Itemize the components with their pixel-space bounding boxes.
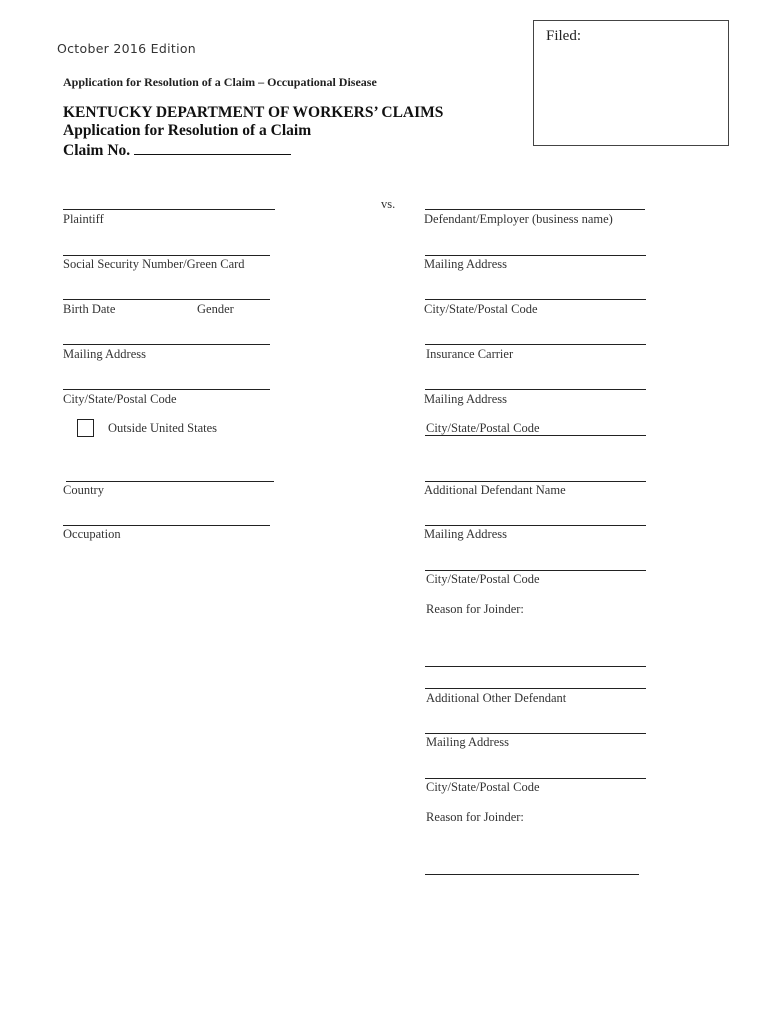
additional-other-defendant-field[interactable] bbox=[425, 688, 646, 689]
edition-date: October 2016 Edition bbox=[57, 41, 197, 56]
ssn-label: Social Security Number/Green Card bbox=[63, 257, 245, 271]
gender-label: Gender bbox=[197, 302, 234, 316]
additional-city-state-label: City/State/Postal Code bbox=[426, 572, 540, 586]
outside-us-label: Outside United States bbox=[108, 421, 218, 435]
reason-for-joinder-label-1: Reason for Joinder: bbox=[426, 602, 524, 616]
employer-label: Defendant/Employer (business name) bbox=[424, 212, 613, 226]
carrier-mailing-address-label: Mailing Address bbox=[424, 392, 507, 406]
page-title bbox=[63, 104, 443, 160]
country-field[interactable] bbox=[66, 481, 274, 482]
plaintiff-mailing-address-label: Mailing Address bbox=[63, 347, 146, 361]
department-name: KENTUCKY DEPARTMENT OF WORKERS’ CLAIMS bbox=[63, 104, 444, 121]
plaintiff-mailing-address-field[interactable] bbox=[63, 344, 270, 345]
birth-date-gender-field[interactable] bbox=[63, 299, 270, 300]
other-city-state-label: City/State/Postal Code bbox=[426, 780, 540, 794]
ssn-field[interactable] bbox=[63, 255, 270, 256]
additional-mailing-address-label: Mailing Address bbox=[424, 527, 507, 541]
insurance-carrier-label: Insurance Carrier bbox=[426, 347, 514, 361]
claim-number bbox=[63, 140, 443, 160]
employer-mailing-address-label: Mailing Address bbox=[424, 257, 507, 271]
filed-label: Filed: bbox=[546, 28, 582, 44]
claim-number-field[interactable] bbox=[134, 140, 291, 155]
plaintiff-city-state-field[interactable] bbox=[63, 389, 270, 390]
occupation-label: Occupation bbox=[63, 527, 121, 541]
employer-city-state-label: City/State/Postal Code bbox=[424, 302, 538, 316]
additional-defendant-name-label: Additional Defendant Name bbox=[424, 483, 566, 497]
reason-for-joinder-field-2[interactable] bbox=[425, 874, 639, 875]
employer-mailing-address-field[interactable] bbox=[425, 255, 646, 256]
carrier-mailing-address-field[interactable] bbox=[425, 389, 646, 390]
additional-mailing-address-field[interactable] bbox=[425, 525, 646, 526]
additional-other-defendant-label: Additional Other Defendant bbox=[426, 691, 567, 705]
filed-stamp-box[interactable] bbox=[533, 20, 729, 146]
reason-for-joinder-field-1[interactable] bbox=[425, 666, 646, 667]
birth-date-label: Birth Date bbox=[63, 302, 116, 316]
plaintiff-city-state-label: City/State/Postal Code bbox=[63, 392, 177, 406]
plaintiff-label: Plaintiff bbox=[63, 212, 104, 226]
other-city-state-field[interactable] bbox=[425, 778, 646, 779]
form-subtitle: Application for Resolution of a Claim – Occupational Disease bbox=[63, 75, 377, 89]
form-title: Application for Resolution of a Claim bbox=[63, 122, 312, 139]
other-mailing-address-field[interactable] bbox=[425, 733, 646, 734]
occupation-field[interactable] bbox=[63, 525, 270, 526]
additional-city-state-field[interactable] bbox=[425, 570, 646, 571]
country-label: Country bbox=[63, 483, 104, 497]
insurance-carrier-field[interactable] bbox=[425, 344, 646, 345]
outside-us-checkbox[interactable] bbox=[77, 419, 94, 437]
employer-field[interactable] bbox=[425, 209, 645, 210]
claim-number-label: Claim No. bbox=[63, 142, 131, 159]
carrier-city-state-label: City/State/Postal Code bbox=[426, 421, 540, 435]
employer-city-state-field[interactable] bbox=[425, 299, 646, 300]
versus-label: vs. bbox=[381, 197, 396, 211]
reason-for-joinder-label-2: Reason for Joinder: bbox=[426, 810, 524, 824]
additional-defendant-name-field[interactable] bbox=[425, 481, 646, 482]
other-mailing-address-label: Mailing Address bbox=[426, 735, 509, 749]
plaintiff-field[interactable] bbox=[63, 209, 275, 210]
